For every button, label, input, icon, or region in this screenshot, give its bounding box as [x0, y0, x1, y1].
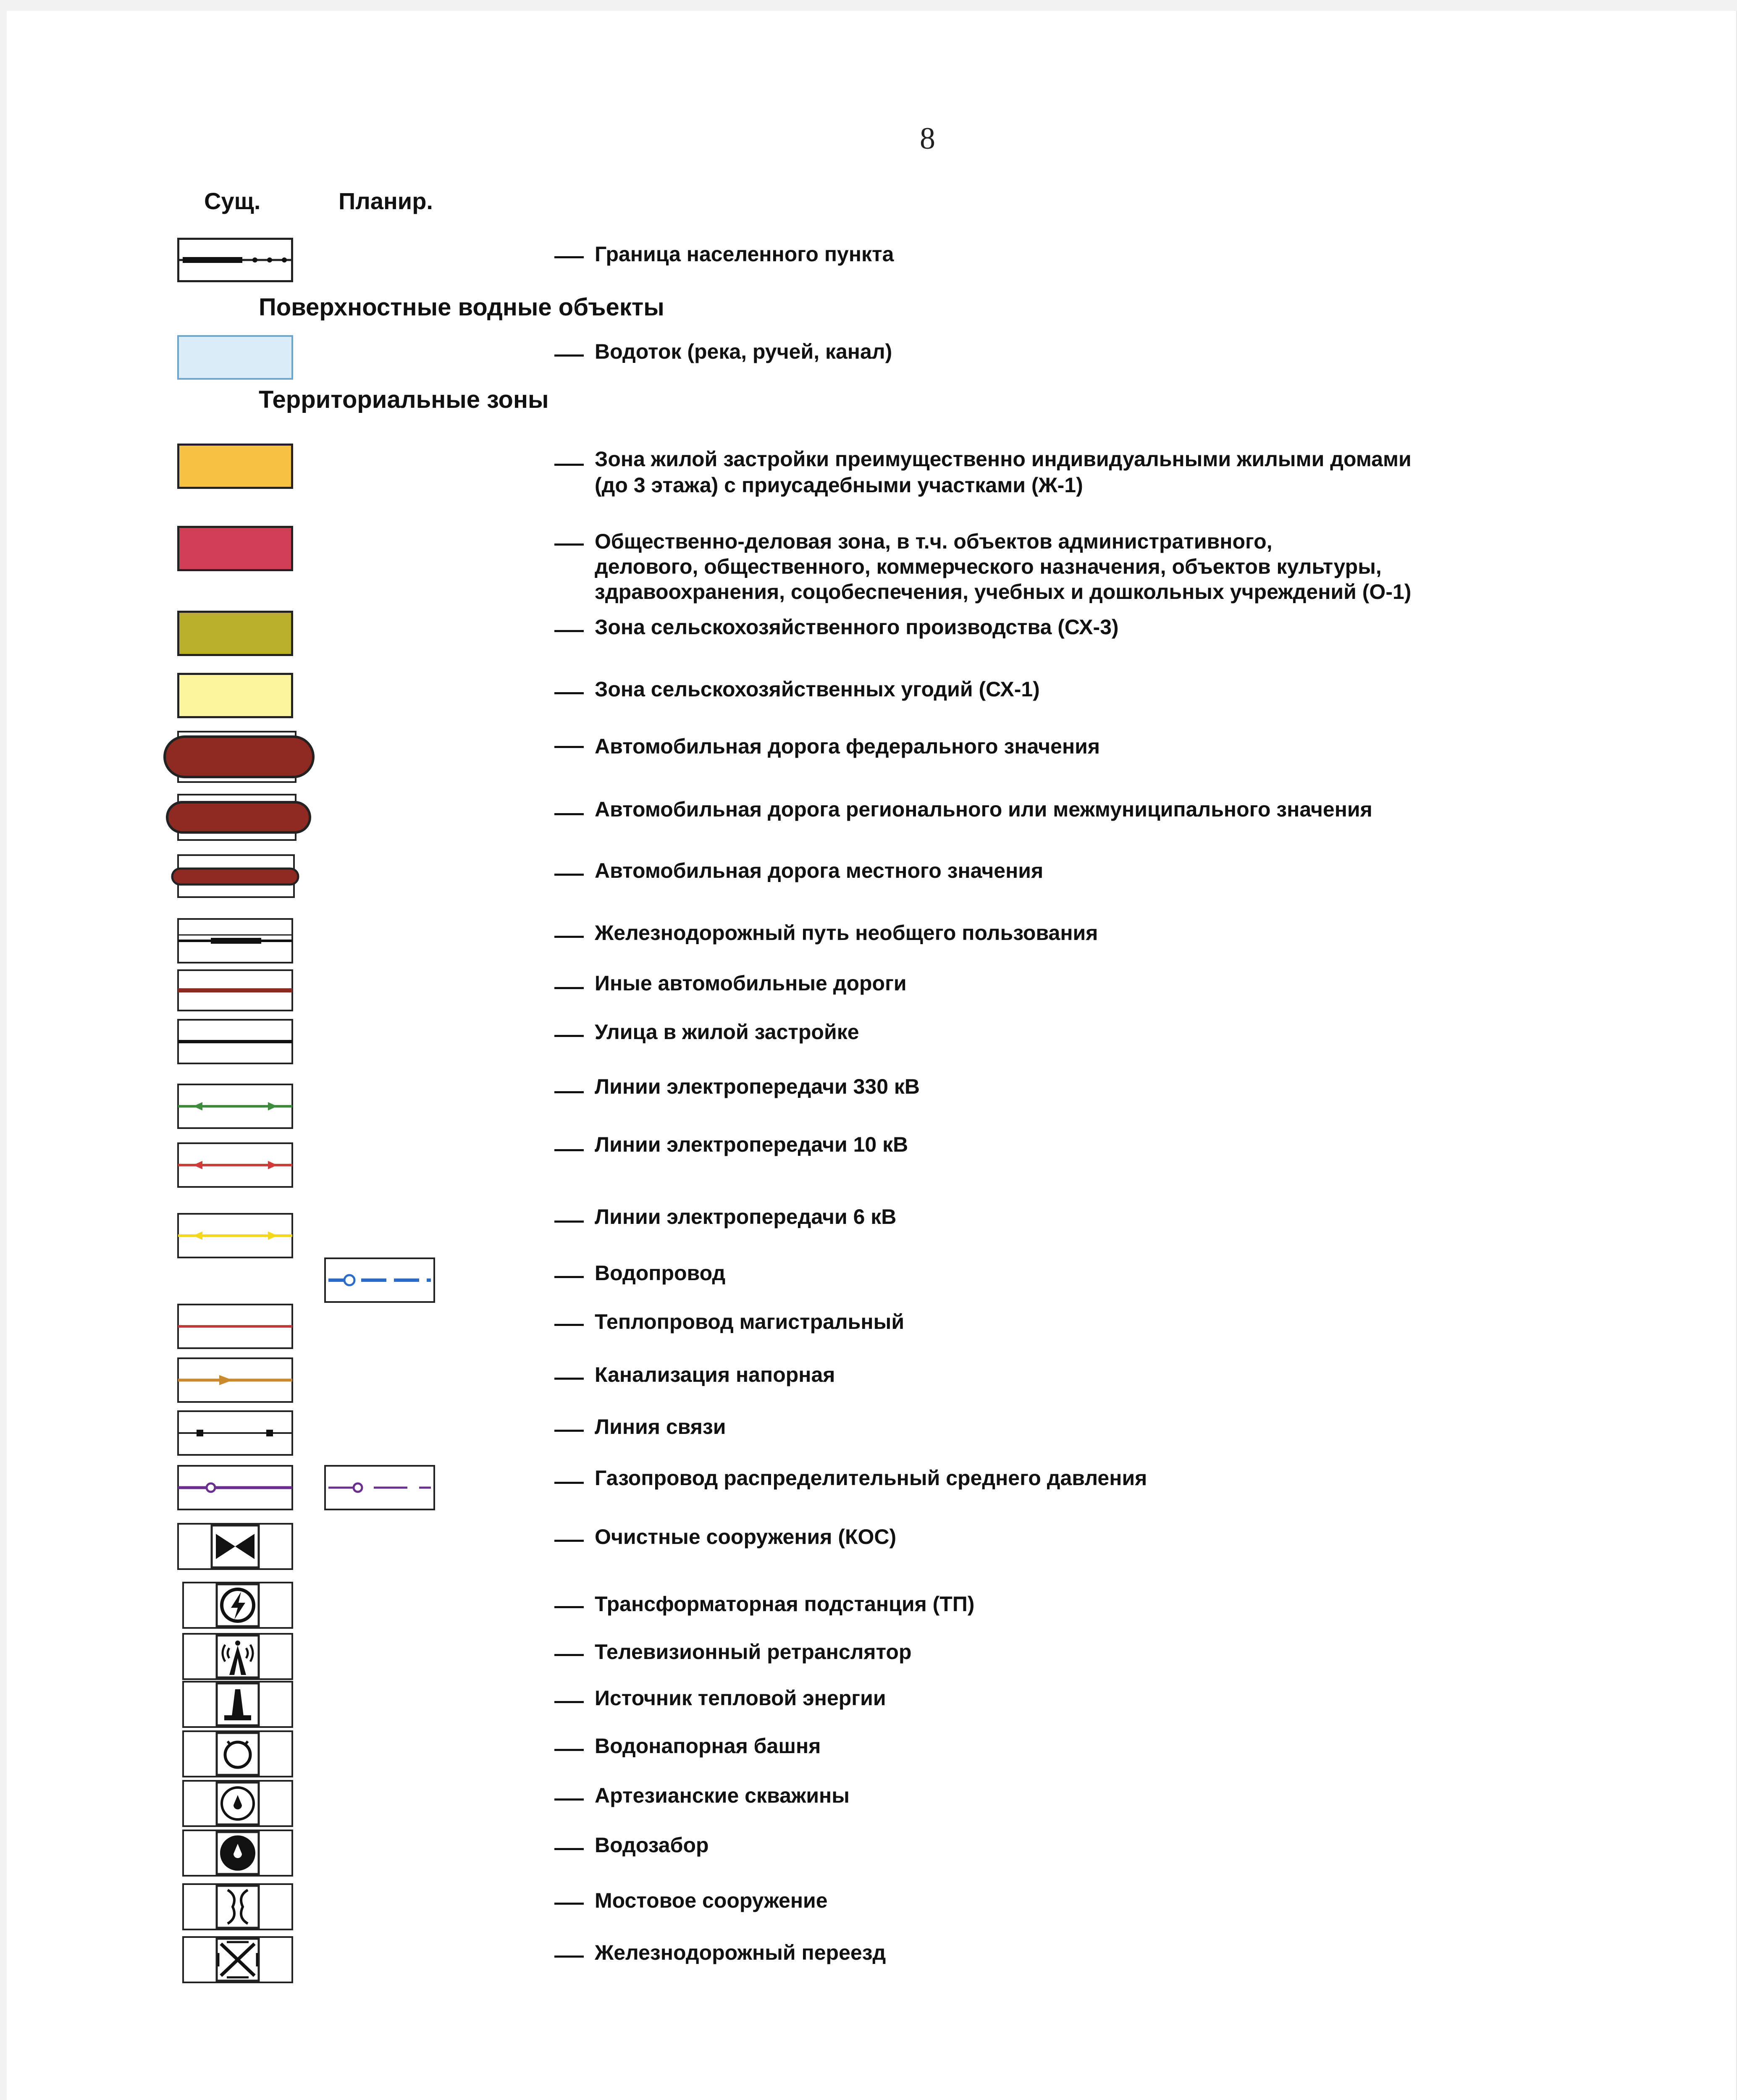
- leader-dash: [554, 256, 584, 258]
- leader-dash: [554, 1701, 584, 1703]
- railway-symbol: [177, 918, 293, 963]
- leader-dash: [554, 464, 584, 466]
- legend-label-other-roads: Иные автомобильные дороги: [595, 971, 907, 995]
- watercourse-symbol: [177, 335, 293, 380]
- legend-label-water-tower: Водонапорная башня: [595, 1734, 821, 1758]
- leader-dash: [554, 1798, 584, 1801]
- legend-label-water-supply: Водопровод: [595, 1261, 726, 1285]
- leader-dash: [554, 1848, 584, 1850]
- legend-label-transformer: Трансформаторная подстанция (ТП): [595, 1592, 975, 1616]
- leader-dash: [554, 1749, 584, 1751]
- leader-dash: [554, 1378, 584, 1380]
- gas-planned-symbol: [324, 1465, 435, 1510]
- leader-dash: [554, 1482, 584, 1484]
- column-existing-heading: Сущ.: [204, 188, 261, 214]
- zone-business-symbol: [177, 526, 293, 571]
- legend-label-sh3: Зона сельскохозяйственного производства (СХ-3): [595, 615, 1119, 639]
- legend-label-road-federal: Автомобильная дорога федерального значения: [595, 735, 1100, 758]
- leader-dash: [554, 987, 584, 989]
- leader-dash: [554, 630, 584, 632]
- section-heading-water: Поверхностные водные объекты: [259, 294, 664, 321]
- legend-label-tv: Телевизионный ретранслятор: [595, 1640, 912, 1664]
- sewer-symbol: [177, 1357, 293, 1403]
- leader-dash: [554, 1035, 584, 1037]
- power-6-symbol: [177, 1213, 293, 1258]
- treatment-facility-icon: [177, 1523, 293, 1570]
- legend-label-railway: Железнодорожный путь необщего пользования: [595, 921, 1098, 945]
- section-heading-zones: Территориальные зоны: [259, 386, 549, 413]
- legend-label-heat-main: Теплопровод магистральный: [595, 1310, 905, 1334]
- legend-label-watercourse: Водоток (река, ручей, канал): [595, 340, 892, 363]
- leader-dash: [554, 1430, 584, 1432]
- leader-dash: [554, 1654, 584, 1656]
- legend-label-sh1: Зона сельскохозяйственных угодий (СХ-1): [595, 677, 1040, 701]
- zone-agri-land-symbol: [177, 673, 293, 718]
- legend-label-boundary: Граница населенного пункта: [595, 242, 894, 266]
- bridge-icon: [182, 1883, 293, 1930]
- legend-label-power-330: Линии электропередачи 330 кВ: [595, 1075, 920, 1098]
- legend-label-sewer: Канализация напорная: [595, 1363, 835, 1386]
- other-roads-symbol: [177, 969, 293, 1011]
- legend-label-road-local: Автомобильная дорога местного значения: [595, 859, 1044, 882]
- tv-repeater-icon: [182, 1633, 293, 1680]
- legend-label-zh1-line2: (до 3 этажа) с приусадебными участками (Ж-1): [595, 473, 1083, 497]
- leader-dash: [554, 692, 584, 694]
- legend-label-comm-line: Линия связи: [595, 1415, 726, 1438]
- legend-label-gas-pipe: Газопровод распределительный среднего давления: [595, 1466, 1147, 1490]
- gas-existing-symbol: [177, 1465, 293, 1510]
- column-planned-heading: Планир.: [338, 188, 433, 214]
- legend-label-street: Улица в жилой застройке: [595, 1020, 859, 1044]
- legend-label-water-intake: Водозабор: [595, 1833, 709, 1857]
- legend-label-road-regional: Автомобильная дорога регионального или межмуниципального значения: [595, 798, 1372, 821]
- legend-label-rail-crossing: Железнодорожный переезд: [595, 1941, 886, 1964]
- legend-label-artesian: Артезианские скважины: [595, 1784, 850, 1807]
- boundary-symbol: [177, 238, 293, 282]
- leader-dash: [554, 1540, 584, 1542]
- legend-label-power-6: Линии электропередачи 6 кВ: [595, 1205, 897, 1228]
- leader-dash: [554, 1606, 584, 1608]
- water-tower-icon: [182, 1730, 293, 1777]
- leader-dash: [554, 1903, 584, 1905]
- legend-label-treatment: Очистные сооружения (КОС): [595, 1525, 897, 1549]
- leader-dash: [554, 543, 584, 546]
- zone-agri-production-symbol: [177, 611, 293, 656]
- power-10-symbol: [177, 1142, 293, 1188]
- water-supply-symbol: [324, 1257, 435, 1303]
- leader-dash: [554, 1221, 584, 1223]
- leader-dash: [554, 746, 584, 748]
- comm-line-symbol: [177, 1410, 293, 1456]
- leader-dash: [554, 1276, 584, 1278]
- legend-label-power-10: Линии электропередачи 10 кВ: [595, 1133, 908, 1156]
- power-330-symbol: [177, 1084, 293, 1129]
- water-intake-icon: [182, 1830, 293, 1877]
- heat-main-symbol: [177, 1304, 293, 1349]
- page-number: 8: [920, 121, 935, 156]
- street-symbol: [177, 1019, 293, 1064]
- leader-dash: [554, 874, 584, 876]
- leader-dash: [554, 354, 584, 357]
- transformer-icon: [182, 1582, 293, 1629]
- leader-dash: [554, 813, 584, 815]
- legend-label-o1: Общественно-деловая зона, в т.ч. объектов административного,: [595, 530, 1273, 553]
- road-local-symbol: [169, 853, 303, 899]
- legend-label-o1-line3: здравоохранения, соцобеспечения, учебных и дошкольных учреждений (О-1): [595, 580, 1412, 604]
- leader-dash: [554, 1956, 584, 1958]
- leader-dash: [554, 936, 584, 938]
- leader-dash: [554, 1149, 584, 1151]
- leader-dash: [554, 1324, 584, 1326]
- legend-label-o1-line2: делового, общественного, коммерческого назначения, объектов культуры,: [595, 555, 1382, 578]
- rail-crossing-icon: [182, 1936, 293, 1983]
- leader-dash: [554, 1091, 584, 1093]
- heat-source-icon: [182, 1681, 293, 1728]
- road-federal-symbol: [161, 729, 317, 785]
- legend-label-heat-source: Источник тепловой энергии: [595, 1686, 886, 1710]
- document-page: [7, 11, 1737, 2100]
- legend-label-zh1: Зона жилой застройки преимущественно индивидуальными жилыми домами: [595, 447, 1412, 471]
- zone-residential-symbol: [177, 444, 293, 489]
- road-regional-symbol: [164, 792, 315, 843]
- legend-label-bridge: Мостовое сооружение: [595, 1889, 828, 1912]
- artesian-well-icon: [182, 1780, 293, 1827]
